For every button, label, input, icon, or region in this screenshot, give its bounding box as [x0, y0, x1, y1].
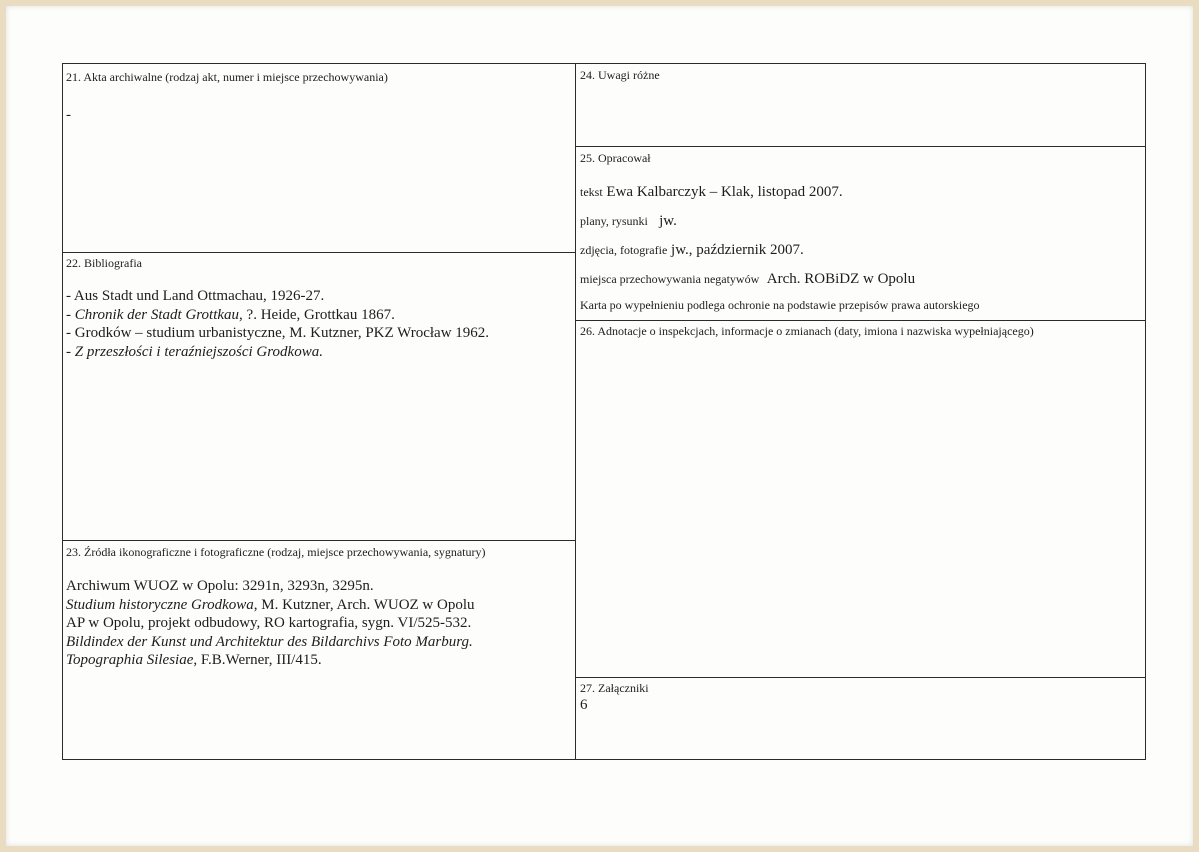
divider-26-27: [575, 677, 1145, 678]
bibliography-item: - Chronik der Stadt Grottkau, ?. Heide, Grottkau 1867.: [66, 306, 395, 323]
author-photos-row: zdjęcia, fotografie jw., październik 2007.: [580, 242, 804, 258]
author-plans-row: plany, rysunki jw.: [580, 213, 677, 229]
source-line: Studium historyczne Grodkowa, M. Kutzner, Arch. WUOZ w Opolu: [66, 596, 475, 613]
source-line: Archiwum WUOZ w Opolu: 3291n, 3293n, 3295n.: [66, 578, 374, 594]
section-27-header: 27. Załączniki: [580, 681, 649, 695]
section-21-content: -: [66, 107, 71, 123]
section-24-header: 24. Uwagi różne: [580, 68, 660, 82]
bibliography-item: - Aus Stadt und Land Ottmachau, 1926-27.: [66, 288, 325, 304]
source-line: Bildindex der Kunst und Architektur des Bildarchivs Foto Marburg.: [66, 633, 473, 650]
section-25-header: 25. Opracował: [580, 151, 651, 165]
bibliography-item: - Z przeszłości i teraźniejszości Grodkowa.: [66, 343, 323, 360]
iconographic-sources: [66, 577, 475, 670]
divider-24-25: [575, 146, 1145, 147]
copyright-note: Karta po wypełnieniu podlega ochronie na podstawie przepisów prawa autorskiego: [580, 298, 980, 312]
divider-22-23: [62, 540, 576, 541]
source-line: Topographia Silesiae, F.B.Werner, III/415.: [66, 652, 322, 668]
bibliography-item: - Grodków – studium urbanistyczne, M. Kutzner, PKZ Wrocław 1962.: [66, 325, 490, 341]
section-26-header: 26. Adnotacje o inspekcjach, informacje o zmianach (daty, imiona i nazwiska wypełniającego): [580, 324, 1034, 338]
negatives-storage-row: miejsca przechowywania negatywów Arch. ROBiDZ w Opolu: [580, 271, 916, 287]
column-divider: [575, 63, 576, 760]
bibliography-list: [66, 287, 489, 361]
section-21-header: 21. Akta archiwalne (rodzaj akt, numer i miejsce przechowywania): [66, 70, 388, 84]
attachments-count: 6: [580, 697, 588, 713]
divider-25-26: [575, 320, 1145, 321]
section-23-header: 23. Źródła ikonograficzne i fotograficzne (rodzaj, miejsce przechowywania, sygnatury): [66, 545, 486, 559]
source-line: AP w Opolu, projekt odbudowy, RO kartografia, sygn. VI/525-532.: [66, 615, 472, 631]
divider-21-22: [62, 252, 576, 253]
section-22-header: 22. Bibliografia: [66, 256, 142, 270]
author-text-row: tekst Ewa Kalbarczyk – Klak, listopad 2007.: [580, 184, 843, 200]
